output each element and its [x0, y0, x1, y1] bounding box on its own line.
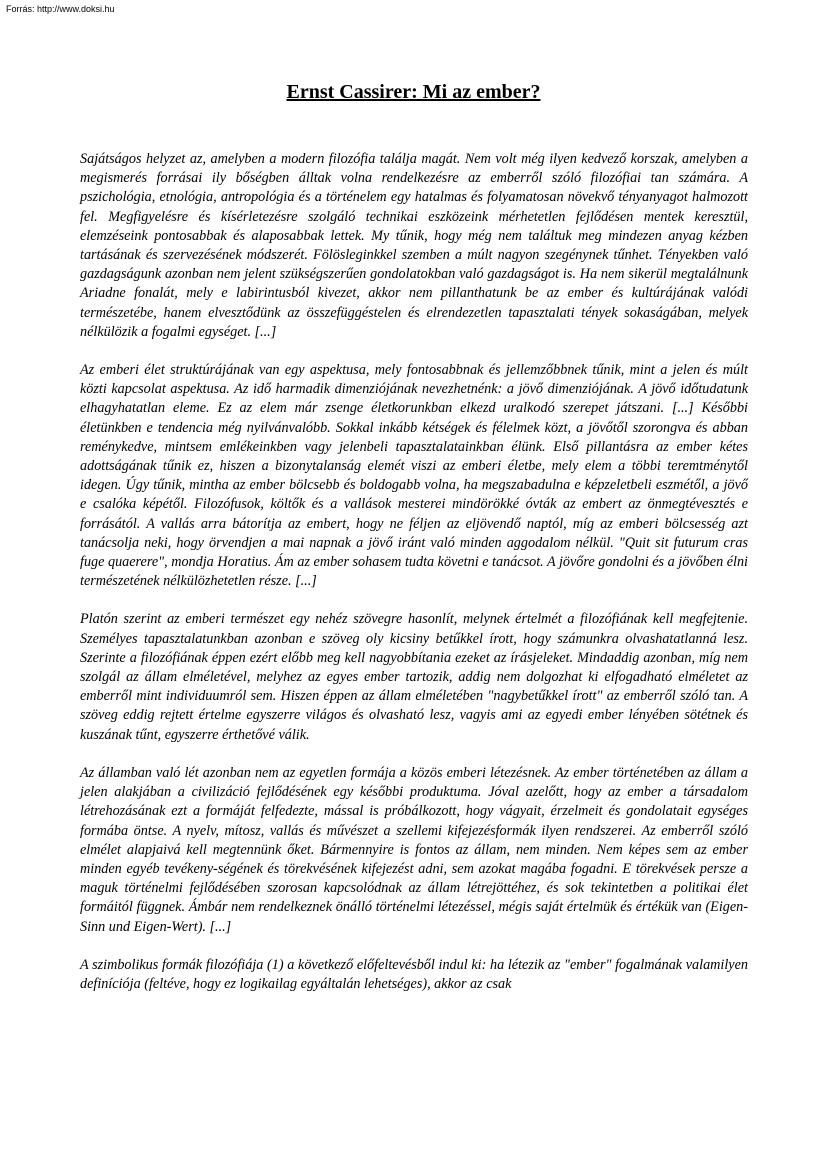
paragraph-4: Az államban való lét azonban nem az egyetlen formája a közös emberi létezésnek. Az ember történetében az állam a jelen alakjában a civilizáció fejlődésének egy későbbi produktuma. Jóval azelőtt, hogy az ember a társadalom létrehozásának ezt a formáját felfedezte, mással is próbálkozott, hogy vágyait, érzelmeit és gondolatait egységes formába öntse. A nyelv, mítosz, vallás és művészet a szellemi kifejezésformák ilyen rendszerei. Az emberről szóló elmélet alapjaivá kell megtennünk őket. Bármennyire is fontos az állam, nem minden. Nem képes sem az ember minden egyéb tevékeny-ségének és törekvésének kifejezést adni, sem azokat magába fogadni. E törekvések persze a maguk történelmi fejlődésében szorosan kapcsolódnak az állam létrejöttéhez, és sok tekintetben a politikai élet formáitól függnek. Ámbár nem rendelkeznek önálló történelmi létezéssel, mégis saját értelmük és értékük van (Eigen-Sinn und Eigen-Wert). [...] [80, 764, 748, 935]
paragraph-1: Sajátságos helyzet az, amelyben a modern filozófia találja magát. Nem volt még ilyen kedvező korszak, amelyben a megismerés forrásai ily bőségben álltak volna rendelkezésre az emberről szóló filozófiai tan számára. A pszichológia, etnológia, antropológia és a történelem egy hatalmas és folyamatosan növekvő tényanyagot halmozott fel. Megfigyelésre és kísérletezésre szolgáló technikai eszközeink mérhetetlen fejlődésen mentek keresztül, elemzéseink pontosabbak és alaposabbak lettek. My tűnik, hogy még nem találtuk meg mindezen anyag kézben tartásának és szervezésének módszerét. Fölösleginkkel szemben a múlt nagyon szegénynek tűnhet. Tényekben való gazdagságunk azonban nem jelent szükségszerűen gondolatokban való gazdagságot is. Ha nem sikerül megtalálnunk Ariadne fonalát, mely e labirintusból kivezet, akkor nem pillanthatunk be az ember és kultúrájának valódi természetébe, hanem elvesztődünk az összefüggéstelen és elrendezetlen tapasztalati tények sokaságában, melyek nélkülözik a fogalmi egységet. [...] [80, 151, 748, 340]
paragraph-3: Platón szerint az emberi természet egy nehéz szövegre hasonlít, melynek értelmét a filozófiának kell megfejtenie. Személyes tapasztalatunkban azonban e szöveg oly kicsiny betűkkel írott, hogy számunkra olvashatatlanná lesz. Szerinte a filozófiának éppen ezért előbb meg kell nagyobbítania ezeket az írásjeleket. Mindaddig azonban, míg nem szolgál az állam elméletével, melyhez az egyes ember tartozik, addig nem dolgozhat ki elfogadható elméletet az emberről mint individuumról sem. Hiszen éppen az állam elméletében "nagybetűkkel írott" az emberről szóló tan. A szöveg eddig rejtett értelme egyszerre világos és olvasható lesz, vagyis ami az egyedi ember lényében sötétnek és kuszának tűnt, egyszerre érthetővé válik. [80, 611, 748, 743]
paragraph-5: A szimbolikus formák filozófiája (1) a következő előfeltevésből indul ki: ha létezik az "ember" fogalmának valamilyen definíciója (feltéve, hogy ez logikailag egyáltalán lehetséges), akkor az csak [80, 956, 748, 992]
body-text [80, 150, 748, 994]
paragraph-2: Az emberi élet struktúrájának van egy aspektusa, mely fontosabbnak és jellemzőbbnek tűnik, mint a jelen és múlt közti kapcsolat aspektusa. Az idő harmadik dimenziójának nevezhetnénk: a jövő dimenziójának. A jövő időtudatunk elhagyhatatlan eleme. Ez az elem már zsenge életkorunkban elkezd uralkodó szerepet játszani. [...] Későbbi életünkben e tendencia még nyilvánvalóbb. Sokkal inkább kétségek és félelmek közt, a jövőtől szorongva és abban reménykedve, mintsem emlékeinkben vagy jelenbeli tapasztalatainkban élünk. Első pillantásra az ember kétes adottságának tűnik ez, hiszen a bizonytalanság elemét viszi az emberi életbe, mely elem a többi teremtménytől idegen. Úgy tűnik, mintha az ember bölcsebb és boldogabb volna, ha megszabadulna e képzeletbeli eszmétől, a jövő e csalóka képétől. Filozófusok, költők és a vallások mesterei mindörökké óvták az embert az önmegtévesztés e forrásától. A vallás arra bátorítja az embert, hogy ne féljen az eljövendő naptól, míg az emberi bölcsesség azt tanácsolja neki, hogy örvendjen a mai napnak a jövő iránt való minden aggodalom nélkül. "Quit sit futurum cras fuge quaerere", mondja Horatius. Ám az ember sohasem tudta követni e tanácsot. A jövőre gondolni és a jövőben élni természetének nélkülözhetetlen része. [...] [80, 362, 748, 590]
source-line: Forrás: http://www.doksi.hu [6, 4, 115, 14]
page-title: Ernst Cassirer: Mi az ember? [286, 81, 541, 103]
